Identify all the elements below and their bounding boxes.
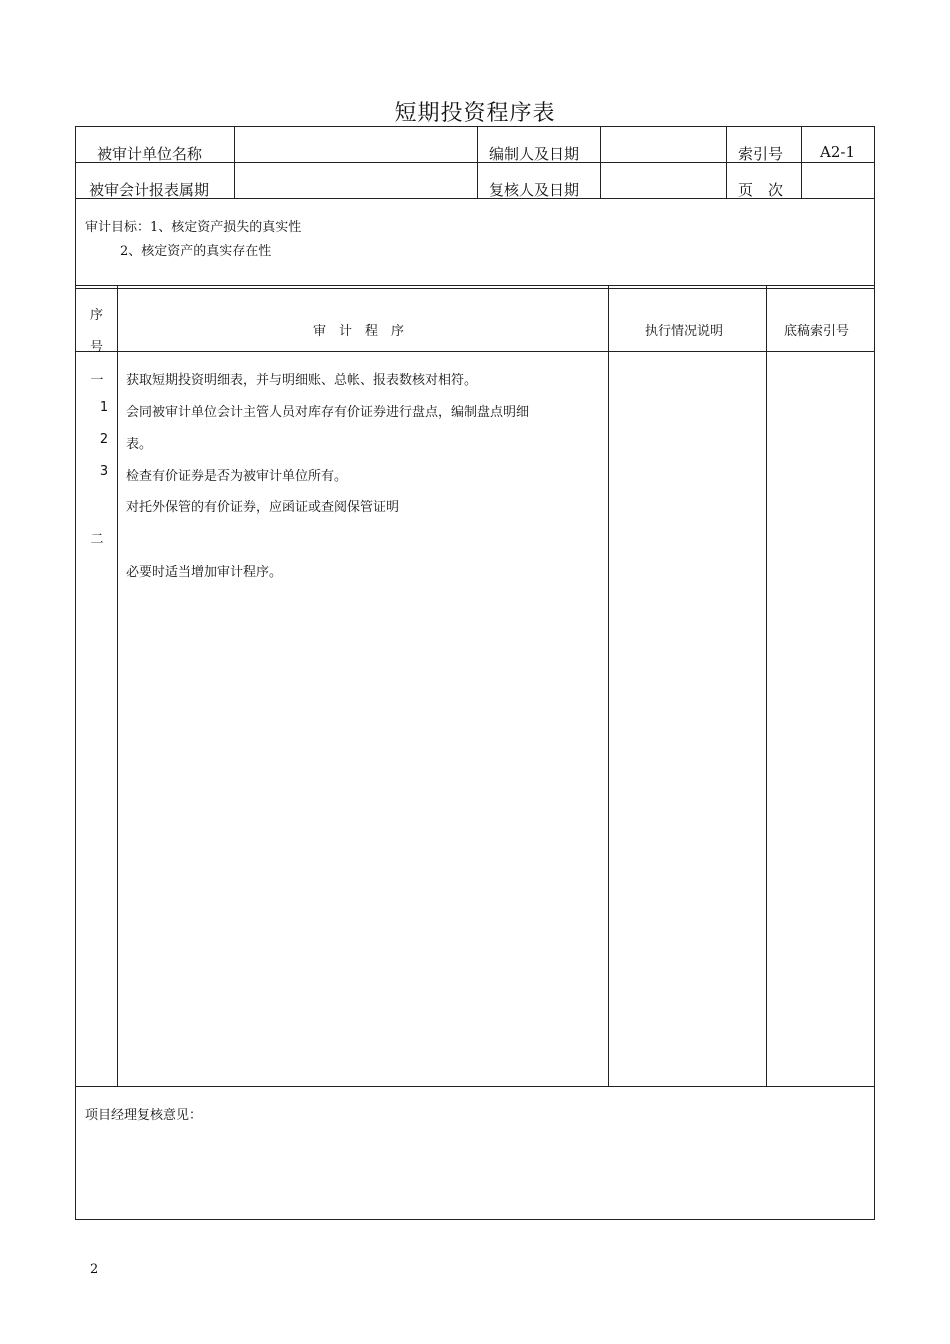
objective-line-2: 2、核定资产的真实存在性 bbox=[120, 244, 272, 259]
index-value: A2-1 bbox=[820, 143, 855, 161]
procedure-1: 获取短期投资明细表，并与明细账、总帐、报表数核对相符。 bbox=[126, 373, 478, 388]
label-report-period: 被审会计报表属期 bbox=[89, 181, 210, 199]
procedure-5: 必要时适当增加审计程序。 bbox=[126, 565, 283, 580]
label-audited-unit: 被审计单位名称 bbox=[97, 145, 203, 163]
audit-form bbox=[75, 126, 875, 1220]
table-top-line-1 bbox=[75, 285, 875, 286]
procedure-2b: 表。 bbox=[126, 437, 153, 452]
label-prepared-by: 编制人及日期 bbox=[489, 145, 580, 163]
page-title: 短期投资程序表 bbox=[394, 101, 556, 126]
header-col-4 bbox=[726, 126, 727, 198]
head-seq-bottom: 号 bbox=[90, 340, 104, 355]
head-ref-index: 底稿索引号 bbox=[784, 324, 850, 339]
header-col-2 bbox=[477, 126, 478, 198]
seq-5: 二 bbox=[90, 532, 104, 547]
header-col-3 bbox=[600, 126, 601, 198]
table-top-line-2 bbox=[75, 288, 875, 289]
header-col-1 bbox=[234, 126, 235, 198]
head-seq-top: 序 bbox=[90, 308, 104, 323]
table-bottom-line bbox=[75, 1086, 875, 1087]
objective-line-1: 审计目标：1、核定资产损失的真实性 bbox=[85, 220, 302, 235]
procedure-3: 检查有价证券是否为被审计单位所有。 bbox=[126, 469, 348, 484]
label-page: 页 次 bbox=[738, 181, 784, 199]
header-col-5 bbox=[801, 126, 802, 198]
table-head-divider bbox=[75, 351, 875, 352]
review-label: 项目经理复核意见： bbox=[85, 1108, 203, 1123]
table-col-execution bbox=[766, 286, 767, 1086]
table-col-procedure bbox=[608, 286, 609, 1086]
head-execution: 执行情况说明 bbox=[645, 324, 724, 339]
seq-3: 2 bbox=[99, 432, 109, 447]
seq-1: 一 bbox=[90, 373, 104, 388]
procedure-2a: 会同被审计单位会计主管人员对库存有价证券进行盘点，编制盘点明细 bbox=[126, 405, 530, 420]
label-reviewed-by: 复核人及日期 bbox=[489, 181, 580, 199]
procedure-4: 对托外保管的有价证券，应函证或查阅保管证明 bbox=[126, 500, 400, 515]
seq-2: 1 bbox=[99, 400, 109, 415]
head-procedure: 审 计 程 序 bbox=[313, 324, 405, 339]
label-index-number: 索引号 bbox=[738, 145, 784, 163]
seq-4: 3 bbox=[99, 464, 109, 479]
page-number: 2 bbox=[90, 1262, 99, 1277]
